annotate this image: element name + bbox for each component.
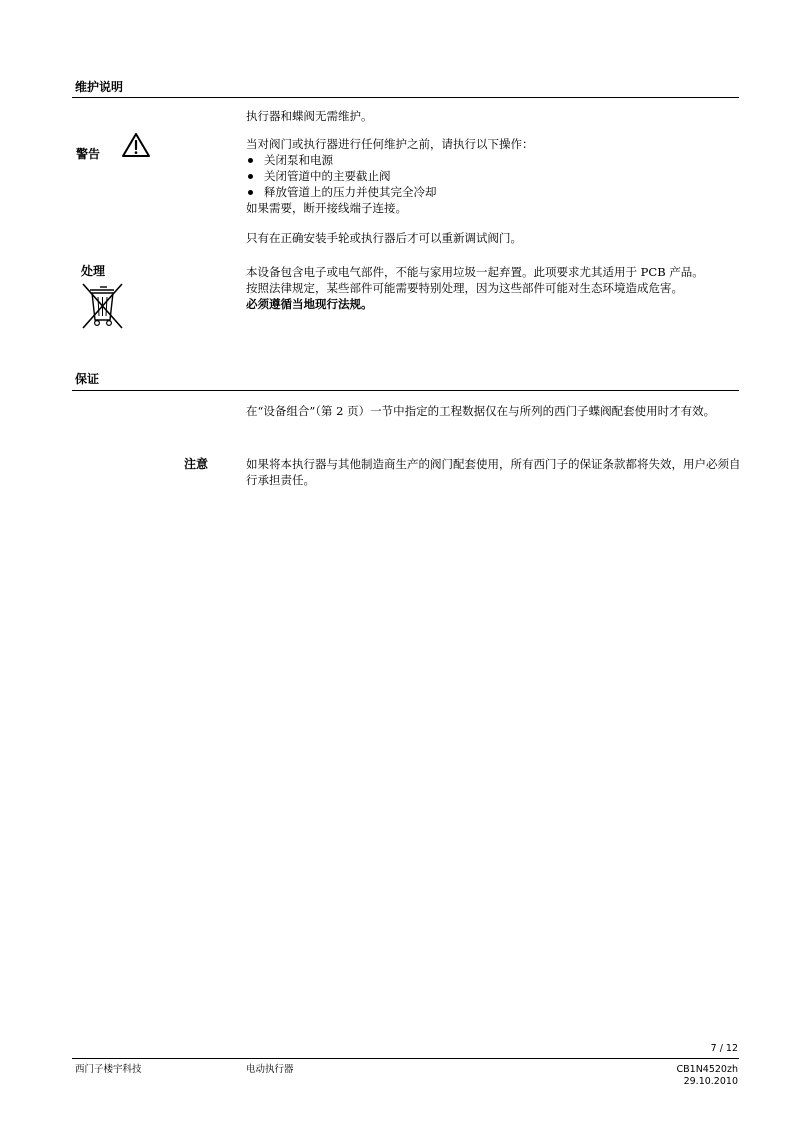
warranty-text: 在“设备组合”（第 2 页）一节中指定的工程数据仅在与所列的西门子蝶阀配套使用时才有效。 [246,404,716,418]
page-number: 7 / 12 [710,1043,738,1054]
no-maintenance-text: 执行器和蝶阀无需维护。 [246,109,373,123]
note-text: 如果将本执行器与其他制造商生产的阀门配套使用，所有西门子的保证条款都将失效，用户必须自行承担责任。 [246,457,741,487]
disposal-regulation-text: 必须遵循当地现行法规。 [246,297,373,311]
recommission-text: 只有在正确安装手轮或执行器后才可以重新调试阀门。 [246,231,522,245]
warning-block [246,136,741,216]
disposal-text-2: 按照法律规定，某些部件可能需要特别处理，因为这些部件可能对生态环境造成危害。 [246,281,683,295]
footer-company: 西门子楼宇科技 [75,1064,142,1075]
note-label: 注意 [184,457,209,471]
warranty-divider [72,390,739,391]
warranty-heading: 保证 [75,372,100,386]
disconnect-text: 如果需要，断开接线端子连接。 [246,201,407,215]
warning-triangle-icon [121,132,151,158]
footer-date: 29.10.2010 [683,1076,738,1087]
footer-divider [72,1058,739,1059]
warning-label: 警告 [76,147,101,161]
maintenance-steps-list [246,152,741,200]
list-item: 关闭管道中的主要截止阀 [246,168,741,184]
list-item: 释放管道上的压力并使其完全冷却 [246,184,741,200]
list-item: 关闭泵和电源 [246,152,741,168]
maintenance-heading: 维护说明 [75,80,124,94]
warning-intro: 当对阀门或执行器进行任何维护之前，请执行以下操作： [246,137,534,151]
footer-doc-id: CB1N4520zh [676,1064,738,1075]
footer-product: 电动执行器 [246,1064,294,1075]
footer-doc-info [677,1064,739,1088]
disposal-block [246,264,741,312]
maintenance-divider [72,97,739,98]
disposal-label: 处理 [81,264,106,278]
disposal-text-1: 本设备包含电子或电气部件，不能与家用垃圾一起弃置。此项要求尤其适用于 PCB 产品。 [246,265,704,279]
crossed-out-wheelie-bin-icon [80,282,126,330]
